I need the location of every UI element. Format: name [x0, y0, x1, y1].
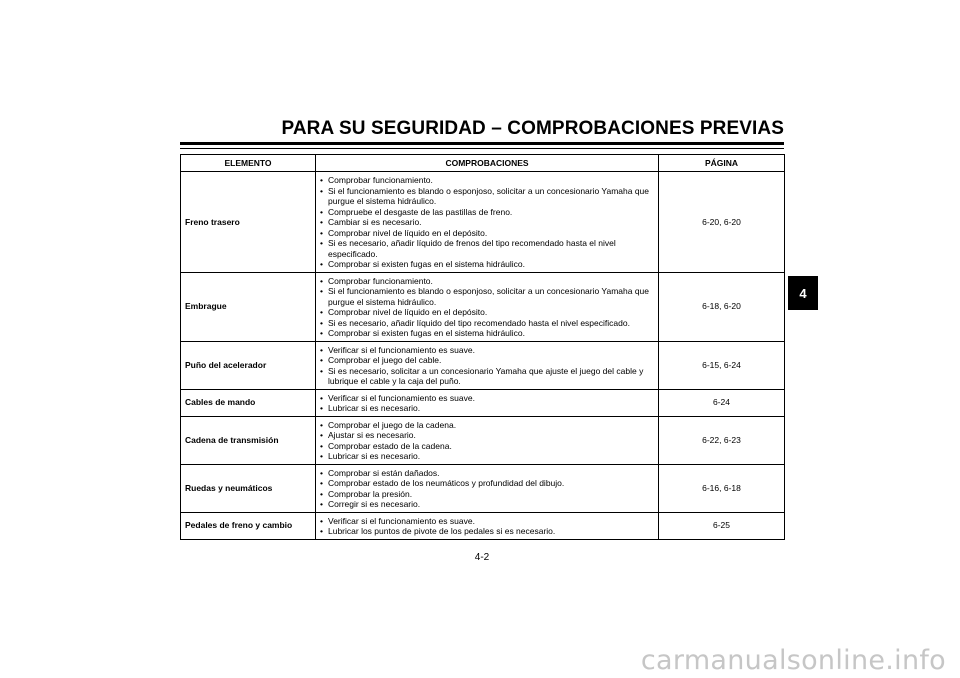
- row-element: Puño del acelerador: [181, 341, 316, 389]
- row-checks: [316, 464, 659, 512]
- watermark: carmanualsonline.info: [640, 645, 946, 676]
- check-item: • Corregir si es necesario.: [320, 499, 654, 510]
- check-item: • Compruebe el desgaste de las pastillas de freno.: [320, 207, 654, 218]
- row-element: Freno trasero: [181, 172, 316, 273]
- row-element: Ruedas y neumáticos: [181, 464, 316, 512]
- table-header-row: [181, 155, 785, 172]
- check-list: [320, 175, 654, 270]
- row-page-ref: 6-22, 6-23: [659, 416, 785, 464]
- check-item: • Comprobar nivel de líquido en el depósito.: [320, 228, 654, 239]
- check-list: [320, 420, 654, 462]
- check-item: • Ajustar si es necesario.: [320, 430, 654, 441]
- check-item: • Comprobar funcionamiento.: [320, 276, 654, 287]
- row-element: Embrague: [181, 272, 316, 341]
- row-checks: [316, 172, 659, 273]
- check-item: • Verificar si el funcionamiento es suave.: [320, 393, 654, 404]
- row-checks: [316, 341, 659, 389]
- row-page-ref: 6-15, 6-24: [659, 341, 785, 389]
- table-row: [181, 341, 785, 389]
- check-item: • Comprobar si están dañados.: [320, 468, 654, 479]
- check-item: • Comprobar el juego de la cadena.: [320, 420, 654, 431]
- checks-table: [180, 154, 785, 540]
- row-element: Cadena de transmisión: [181, 416, 316, 464]
- check-item: • Verificar si el funcionamiento es suave.: [320, 345, 654, 356]
- row-page-ref: 6-18, 6-20: [659, 272, 785, 341]
- row-checks: [316, 389, 659, 416]
- check-item: • Comprobar el juego del cable.: [320, 355, 654, 366]
- check-item: • Comprobar estado de la cadena.: [320, 441, 654, 452]
- check-item: • Cambiar si es necesario.: [320, 217, 654, 228]
- check-item: • Comprobar la presión.: [320, 489, 654, 500]
- check-list: [320, 468, 654, 510]
- row-element: Pedales de freno y cambio: [181, 512, 316, 539]
- check-item: • Comprobar estado de los neumáticos y profundidad del dibujo.: [320, 478, 654, 489]
- row-checks: [316, 416, 659, 464]
- check-item: • Lubricar los puntos de pivote de los pedales si es necesario.: [320, 526, 654, 537]
- chapter-tab: 4: [788, 276, 818, 310]
- check-item: • Comprobar funcionamiento.: [320, 175, 654, 186]
- table-row: [181, 512, 785, 539]
- check-list: [320, 276, 654, 339]
- table-row: [181, 416, 785, 464]
- table-row: [181, 389, 785, 416]
- row-page-ref: 6-16, 6-18: [659, 464, 785, 512]
- check-item: • Si es necesario, añadir líquido de frenos del tipo recomendado hasta el nivel especificado.: [320, 238, 654, 259]
- check-item: • Comprobar si existen fugas en el sistema hidráulico.: [320, 259, 654, 270]
- check-item: • Si es necesario, añadir líquido del tipo recomendado hasta el nivel especificado.: [320, 318, 654, 329]
- row-page-ref: 6-25: [659, 512, 785, 539]
- row-page-ref: 6-24: [659, 389, 785, 416]
- title-rule-thin: [180, 148, 784, 149]
- check-item: • Si es necesario, solicitar a un concesionario Yamaha que ajuste el juego del cable y lubrique el cable y la caja del puño.: [320, 366, 654, 387]
- header-elemento: ELEMENTO: [181, 155, 316, 172]
- header-pagina: PÁGINA: [659, 155, 785, 172]
- check-item: • Si el funcionamiento es blando o esponjoso, solicitar a un concesionario Yamaha que purgue el sistema hidráulico.: [320, 186, 654, 207]
- check-item: • Comprobar nivel de líquido en el depósito.: [320, 307, 654, 318]
- page-title: PARA SU SEGURIDAD – COMPROBACIONES PREVIAS: [281, 118, 784, 139]
- row-checks: [316, 272, 659, 341]
- header-comprobaciones: COMPROBACIONES: [316, 155, 659, 172]
- check-list: [320, 516, 654, 537]
- page-number: 4-2: [474, 552, 490, 563]
- check-item: • Si el funcionamiento es blando o esponjoso, solicitar a un concesionario Yamaha que purgue el sistema hidráulico.: [320, 286, 654, 307]
- table-row: [181, 464, 785, 512]
- check-item: • Verificar si el funcionamiento es suave.: [320, 516, 654, 527]
- title-rule-thick: [180, 142, 784, 145]
- check-list: [320, 345, 654, 387]
- table-row: [181, 172, 785, 273]
- row-checks: [316, 512, 659, 539]
- check-list: [320, 393, 654, 414]
- table-row: [181, 272, 785, 341]
- row-page-ref: 6-20, 6-20: [659, 172, 785, 273]
- check-item: • Comprobar si existen fugas en el sistema hidráulico.: [320, 328, 654, 339]
- check-item: • Lubricar si es necesario.: [320, 403, 654, 414]
- row-element: Cables de mando: [181, 389, 316, 416]
- check-item: • Lubricar si es necesario.: [320, 451, 654, 462]
